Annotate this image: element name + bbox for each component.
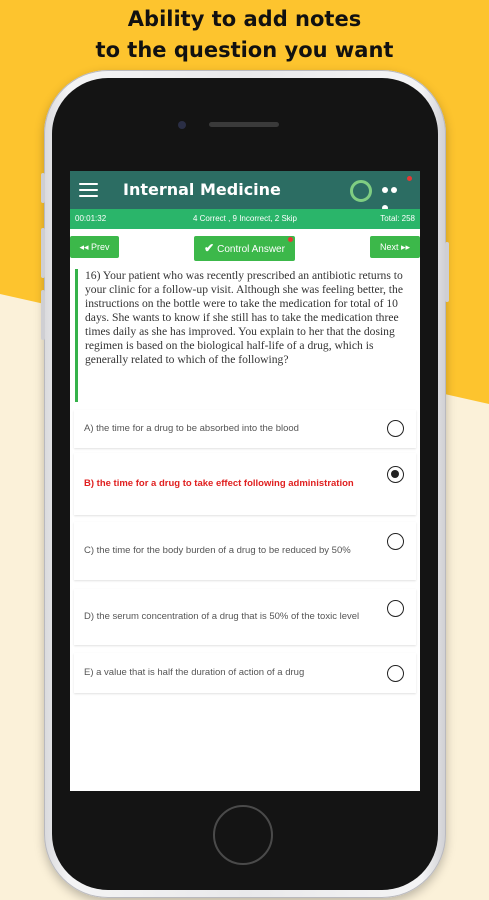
timer: 00:01:32 — [75, 214, 107, 223]
option-e[interactable] — [74, 653, 416, 693]
app-title: Internal Medicine — [123, 180, 281, 199]
home-button[interactable] — [213, 805, 273, 865]
option-b-radio[interactable] — [387, 466, 404, 483]
phone-power-button — [445, 242, 449, 302]
option-b[interactable] — [74, 453, 416, 515]
app-screen — [70, 171, 420, 791]
option-d-text: D) the serum concentration of a drug that is 50% of the toxic level — [84, 611, 360, 622]
app-bar — [70, 171, 420, 209]
phone-volume-down-button — [41, 290, 45, 340]
total-count: Total: 258 — [380, 214, 415, 223]
question-text: 16) Your patient who was recently prescribed an antibiotic returns to your clinic for a follow-up visit. Although she was feeling better, the instructions on the bottle were to take the medication for total of 10 days. She wants to know if she still has to take the medication three times daily as she has improved. You explain to her that the dosing regimen is based on the biological half-life of a drug, which is generally related to which of the following? — [75, 269, 413, 402]
control-answer-button[interactable] — [194, 236, 295, 261]
progress-ring-icon[interactable] — [350, 180, 372, 202]
score-summary: 4 Correct , 9 Incorrect, 2 Skip — [192, 214, 298, 223]
next-button[interactable]: Next ▸▸ — [370, 236, 420, 258]
earpiece-speaker — [209, 122, 279, 127]
control-answer-dot — [288, 237, 293, 242]
quiz-status-bar — [70, 209, 420, 229]
radio-selected-dot — [391, 470, 399, 478]
more-options-icon[interactable] — [382, 187, 408, 193]
option-d-radio[interactable] — [387, 600, 404, 617]
option-c[interactable] — [74, 522, 416, 580]
option-e-radio[interactable] — [387, 665, 404, 682]
phone-side-button — [41, 173, 45, 203]
phone-volume-up-button — [41, 228, 45, 278]
option-a[interactable] — [74, 410, 416, 448]
option-e-text: E) a value that is half the duration of action of a drug — [84, 667, 305, 678]
option-a-radio[interactable] — [387, 420, 404, 437]
hamburger-menu-icon[interactable] — [79, 183, 98, 197]
option-d[interactable] — [74, 589, 416, 645]
option-c-radio[interactable] — [387, 533, 404, 550]
promo-line-2: to the question you want — [95, 38, 394, 62]
notification-dot — [407, 176, 412, 181]
option-a-text: A) the time for a drug to be absorbed into the blood — [84, 423, 299, 434]
option-b-text: B) the time for a drug to take effect following administration — [84, 478, 354, 489]
checkmark-icon: ✔ — [204, 241, 215, 255]
control-answer-label: Control Answer — [217, 244, 285, 255]
option-c-text: C) the time for the body burden of a drug to be reduced by 50% — [84, 545, 351, 556]
promo-headline — [0, 4, 489, 66]
front-camera-icon — [178, 121, 186, 129]
promo-line-1: Ability to add notes — [127, 7, 362, 31]
prev-button[interactable]: ◂◂ Prev — [70, 236, 119, 258]
